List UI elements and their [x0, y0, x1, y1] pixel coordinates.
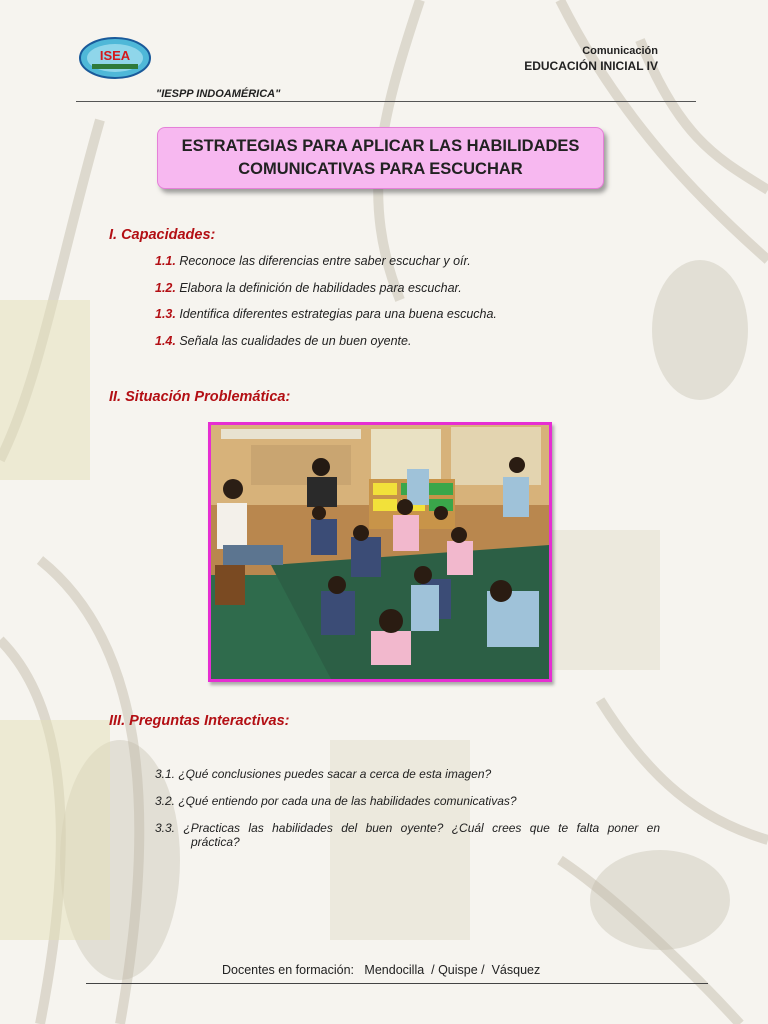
- header-subject: Comunicación: [582, 45, 658, 57]
- section-heading-situacion: II. Situación Problemática:: [109, 389, 291, 405]
- list-item: [155, 307, 497, 334]
- classroom-photo-image: [211, 425, 549, 679]
- header-program: EDUCACIÓN INICIAL IV: [524, 59, 658, 73]
- title-line-1: ESTRATEGIAS PARA APLICAR LAS HABILIDADES: [181, 137, 580, 155]
- item-text: Identifica diferentes estrategias para una buena escucha.: [175, 307, 497, 322]
- header-divider: [76, 101, 696, 102]
- preguntas-list: [155, 767, 660, 849]
- item-number: 1.4.: [155, 333, 176, 348]
- item-text: Reconoce las diferencias entre saber escuchar y oír.: [175, 254, 471, 268]
- footer-authors: Docentes en formación: Mendocilla / Quispe / Vásquez: [222, 963, 541, 977]
- list-item: [155, 281, 497, 308]
- question-item: 3.3. ¿Practicas las habilidades del buen oyente? ¿Cuál crees que te falta poner en: [155, 821, 660, 835]
- logo-text: ISEA: [99, 48, 131, 63]
- item-number: 1.3.: [155, 307, 176, 322]
- item-text: Señala las cualidades de un buen oyente.: [175, 333, 412, 348]
- institution-name: "IESPP INDOAMÉRICA": [156, 88, 281, 100]
- list-item: [155, 334, 497, 361]
- classroom-photo: [208, 422, 552, 682]
- list-item: [155, 254, 497, 281]
- institution-logo: [78, 36, 152, 80]
- question-item: 3.2. ¿Qué entiendo por cada una de las habilidades comunicativas?: [155, 794, 517, 808]
- question-item: 3.1. ¿Qué conclusiones puedes sacar a cerca de esta imagen?: [155, 767, 492, 781]
- capacidades-list: [155, 254, 497, 360]
- header-course: [524, 44, 658, 74]
- document-title: [157, 127, 604, 189]
- section-heading-capacidades: I. Capacidades:: [109, 227, 216, 243]
- item-text: Elabora la definición de habilidades para escuchar.: [175, 280, 462, 295]
- title-line-2: COMUNICATIVAS PARA ESCUCHAR: [238, 160, 523, 178]
- question-item-continuation: práctica?: [191, 835, 240, 849]
- section-heading-preguntas: III. Preguntas Interactivas:: [109, 713, 290, 729]
- item-number: 1.1.: [155, 254, 176, 268]
- footer-divider: [86, 983, 708, 984]
- item-number: 1.2.: [155, 280, 176, 295]
